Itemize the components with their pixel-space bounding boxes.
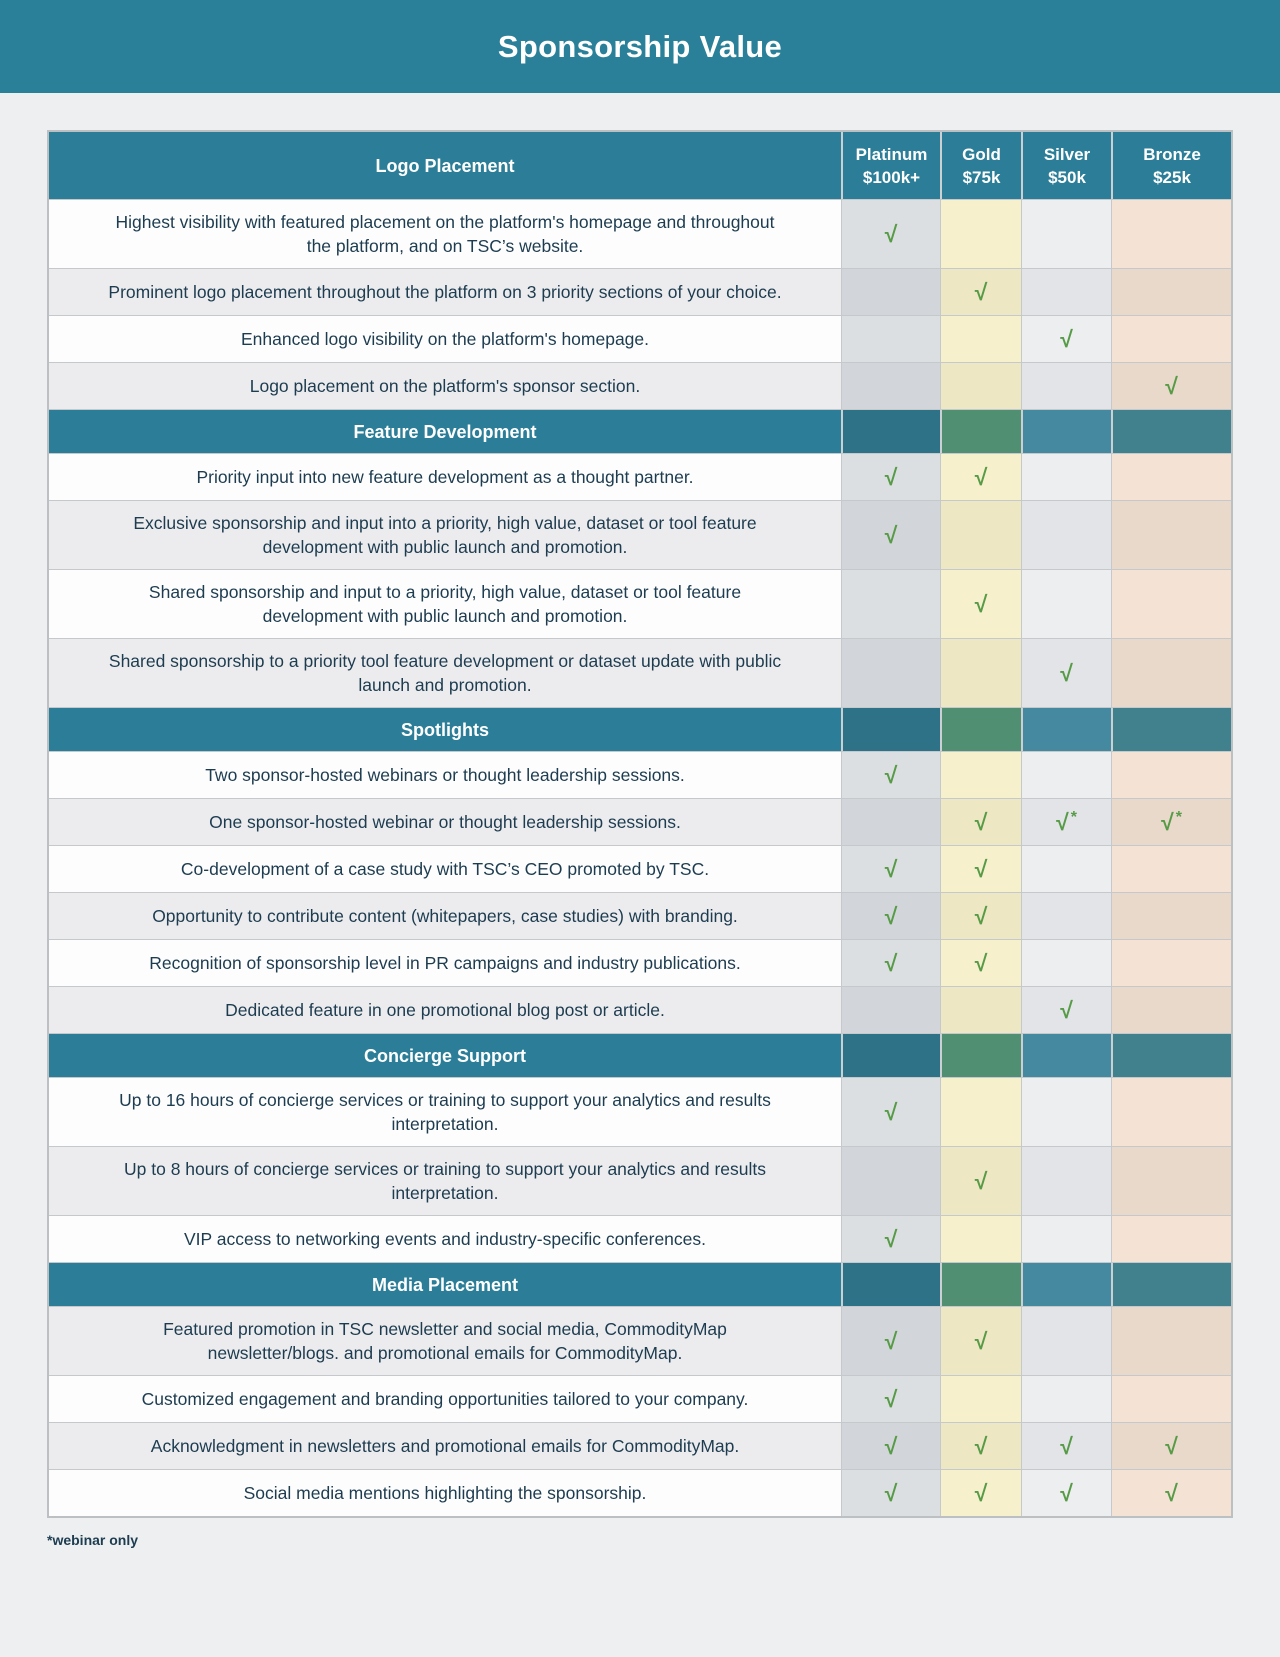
check-icon: √: [974, 902, 988, 929]
row-label: Acknowledgment in newsletters and promotional emails for CommodityMap.: [150, 1436, 740, 1456]
cell-platinum: [841, 1078, 940, 1146]
band-cell-bronze: [1111, 410, 1231, 453]
check-icon: √: [974, 1167, 988, 1194]
cell-platinum: [841, 1147, 940, 1215]
row-label: Two sponsor-hosted webinars or thought leadership sessions.: [205, 765, 685, 785]
row-label: Logo placement on the platform's sponsor section.: [249, 376, 641, 396]
cell-gold: [940, 200, 1021, 268]
table-row: [49, 638, 1231, 707]
row-label: Co-development of a case study with TSC’s CEO promoted by TSC.: [180, 859, 710, 879]
cell-bronze: [1111, 799, 1231, 845]
page-content: [0, 130, 1280, 1548]
cell-gold: [940, 1216, 1021, 1262]
cell-platinum: [841, 1470, 940, 1516]
band-cell-bronze: [1111, 1034, 1231, 1077]
check-icon: √: [974, 463, 988, 490]
check-icon: √: [1060, 1432, 1073, 1459]
check-icon: √: [884, 521, 898, 548]
cell-platinum: [841, 1216, 940, 1262]
cell-platinum: [841, 363, 940, 409]
table-row: [49, 1469, 1231, 1516]
band-cell-gold: [940, 708, 1021, 751]
check-icon: √: [1161, 808, 1174, 835]
row-label: Dedicated feature in one promotional blog post or article.: [225, 1000, 665, 1020]
cell-silver: [1021, 846, 1111, 892]
check-icon: √: [1165, 1432, 1178, 1459]
cell-bronze: [1111, 1470, 1231, 1516]
check-icon: √: [1165, 1479, 1178, 1506]
section-label: Media Placement: [49, 1263, 841, 1306]
check-icon: √: [884, 220, 898, 247]
row-label: Highest visibility with featured placement on the platform's homepage and throughout the platform, and on TSC’s website.: [115, 212, 775, 256]
check-icon: √: [1060, 659, 1073, 686]
cell-platinum: [841, 893, 940, 939]
tier-price: $50k: [1048, 167, 1086, 187]
check-icon: √: [884, 1225, 898, 1252]
tier-price: $100k+: [862, 167, 921, 187]
cell-gold: [940, 501, 1021, 569]
check-icon: √: [974, 590, 988, 617]
cell-gold: [940, 454, 1021, 500]
cell-gold: [940, 1147, 1021, 1215]
row-label: Customized engagement and branding opportunities tailored to your company.: [141, 1389, 749, 1409]
band-cell-silver: [1021, 1263, 1111, 1306]
cell-bronze: [1111, 501, 1231, 569]
table-row: [49, 199, 1231, 268]
check-icon: √: [884, 463, 898, 490]
cell-bronze: [1111, 316, 1231, 362]
table-row: [49, 362, 1231, 409]
check-icon: √: [1060, 1479, 1073, 1506]
cell-platinum: [841, 269, 940, 315]
table-row: [49, 1146, 1231, 1215]
cell-silver: [1021, 799, 1111, 845]
row-label: One sponsor-hosted webinar or thought leadership sessions.: [209, 812, 681, 832]
cell-silver: [1021, 1470, 1111, 1516]
cell-bronze: [1111, 846, 1231, 892]
table-row: [49, 569, 1231, 638]
check-icon: √: [884, 1327, 898, 1354]
cell-bronze: [1111, 1423, 1231, 1469]
row-label: Shared sponsorship to a priority tool feature development or dataset update with public launch and promotion.: [108, 651, 782, 695]
cell-bronze: [1111, 1307, 1231, 1375]
cell-silver: [1021, 501, 1111, 569]
cell-gold: [940, 1423, 1021, 1469]
cell-gold: [940, 1078, 1021, 1146]
section-label: Feature Development: [49, 410, 841, 453]
webinar-only-asterisk: *: [1175, 809, 1182, 826]
cell-silver: [1021, 1307, 1111, 1375]
check-icon: √: [974, 1479, 988, 1506]
cell-gold: [940, 1307, 1021, 1375]
check-icon: √: [974, 278, 988, 305]
check-icon: √: [884, 761, 898, 788]
row-label: Recognition of sponsorship level in PR campaigns and industry publications.: [149, 953, 741, 973]
table-row: [49, 986, 1231, 1033]
cell-bronze: [1111, 200, 1231, 268]
tier-name: Silver: [1043, 144, 1091, 164]
footnote: *webinar only: [47, 1532, 139, 1548]
check-icon: √: [884, 1479, 898, 1506]
cell-silver: [1021, 940, 1111, 986]
cell-silver: [1021, 363, 1111, 409]
cell-gold: [940, 799, 1021, 845]
cell-bronze: [1111, 454, 1231, 500]
table-row: [49, 1077, 1231, 1146]
band-cell-platinum: [841, 1263, 940, 1306]
table-row: [49, 845, 1231, 892]
check-icon: √: [974, 949, 988, 976]
cell-bronze: [1111, 752, 1231, 798]
cell-bronze: [1111, 893, 1231, 939]
cell-platinum: [841, 454, 940, 500]
band-cell-silver: [1021, 410, 1111, 453]
band-cell-platinum: [841, 708, 940, 751]
table-row: [49, 268, 1231, 315]
check-icon: √: [884, 1385, 898, 1412]
band-cell-gold: [940, 1263, 1021, 1306]
check-icon: √: [884, 902, 898, 929]
cell-silver: [1021, 1216, 1111, 1262]
tier-price: $25k: [1153, 167, 1191, 187]
cell-silver: [1021, 454, 1111, 500]
tier-header-gold: [940, 132, 1021, 199]
check-icon: √: [1056, 808, 1069, 835]
cell-platinum: [841, 752, 940, 798]
band-cell-bronze: [1111, 1263, 1231, 1306]
cell-gold: [940, 987, 1021, 1033]
cell-bronze: [1111, 987, 1231, 1033]
cell-gold: [940, 316, 1021, 362]
cell-platinum: [841, 1423, 940, 1469]
table-row: [49, 1306, 1231, 1375]
table-row: [49, 798, 1231, 845]
cell-gold: [940, 363, 1021, 409]
table-row: [49, 939, 1231, 986]
cell-platinum: [841, 1376, 940, 1422]
cell-gold: [940, 1376, 1021, 1422]
section-header-label: Logo Placement: [49, 132, 841, 199]
cell-platinum: [841, 846, 940, 892]
cell-gold: [940, 752, 1021, 798]
tier-name: Gold: [962, 144, 1001, 164]
band-cell-silver: [1021, 708, 1111, 751]
band-cell-silver: [1021, 1034, 1111, 1077]
section-label: Concierge Support: [49, 1034, 841, 1077]
page-title: Sponsorship Value: [497, 28, 783, 64]
cell-platinum: [841, 200, 940, 268]
cell-silver: [1021, 1376, 1111, 1422]
check-icon: √: [974, 1327, 988, 1354]
section-band: [49, 1033, 1231, 1077]
check-icon: √: [884, 1098, 898, 1125]
table-row: [49, 751, 1231, 798]
cell-gold: [940, 893, 1021, 939]
cell-platinum: [841, 987, 940, 1033]
cell-silver: [1021, 570, 1111, 638]
tier-header-silver: [1021, 132, 1111, 199]
table-row: [49, 1422, 1231, 1469]
row-label: Prominent logo placement throughout the platform on 3 priority sections of your choice.: [108, 282, 782, 302]
row-label: Featured promotion in TSC newsletter and social media, CommodityMap newsletter/blogs. and promotional emails for CommodityMap.: [163, 1319, 727, 1363]
cell-gold: [940, 639, 1021, 707]
check-icon: √: [974, 1432, 988, 1459]
band-cell-platinum: [841, 410, 940, 453]
cell-platinum: [841, 316, 940, 362]
band-cell-bronze: [1111, 708, 1231, 751]
table-row: [49, 1375, 1231, 1422]
band-cell-gold: [940, 1034, 1021, 1077]
tier-header-bronze: [1111, 132, 1231, 199]
check-icon: √: [884, 1432, 898, 1459]
row-label: VIP access to networking events and industry-specific conferences.: [183, 1229, 707, 1249]
cell-platinum: [841, 940, 940, 986]
check-icon: √: [1060, 325, 1073, 352]
row-label: Priority input into new feature development as a thought partner.: [196, 467, 694, 487]
table-row: [49, 453, 1231, 500]
cell-platinum: [841, 639, 940, 707]
check-icon: √: [884, 949, 898, 976]
cell-silver: [1021, 200, 1111, 268]
cell-bronze: [1111, 1216, 1231, 1262]
tier-header-platinum: [841, 132, 940, 199]
cell-silver: [1021, 316, 1111, 362]
check-icon: √: [974, 855, 988, 882]
row-label: Opportunity to contribute content (whitepapers, case studies) with branding.: [152, 906, 738, 926]
cell-platinum: [841, 570, 940, 638]
check-icon: √: [974, 808, 988, 835]
cell-gold: [940, 846, 1021, 892]
cell-bronze: [1111, 363, 1231, 409]
section-band: [49, 707, 1231, 751]
cell-gold: [940, 940, 1021, 986]
section-label: Spotlights: [49, 708, 841, 751]
row-label: Enhanced logo visibility on the platform's homepage.: [240, 329, 650, 349]
cell-silver: [1021, 1423, 1111, 1469]
tier-name: Platinum: [855, 144, 928, 164]
cell-bronze: [1111, 1147, 1231, 1215]
band-cell-platinum: [841, 1034, 940, 1077]
check-icon: √: [884, 855, 898, 882]
cell-silver: [1021, 893, 1111, 939]
webinar-only-asterisk: *: [1070, 809, 1077, 826]
row-label: Shared sponsorship and input to a priority, high value, dataset or tool feature development with public launch and promotion.: [148, 582, 742, 626]
cell-bronze: [1111, 639, 1231, 707]
row-label: Social media mentions highlighting the sponsorship.: [243, 1483, 647, 1503]
cell-silver: [1021, 1078, 1111, 1146]
cell-platinum: [841, 799, 940, 845]
table-row: [49, 315, 1231, 362]
cell-bronze: [1111, 940, 1231, 986]
tier-price: $75k: [962, 167, 1001, 187]
table-row: [49, 892, 1231, 939]
section-band: [49, 409, 1231, 453]
title-banner: [0, 0, 1280, 93]
cell-gold: [940, 269, 1021, 315]
cell-silver: [1021, 987, 1111, 1033]
section-band: [49, 1262, 1231, 1306]
cell-silver: [1021, 269, 1111, 315]
sponsorship-table: [47, 130, 1233, 1518]
tier-name: Bronze: [1143, 144, 1201, 164]
cell-bronze: [1111, 1078, 1231, 1146]
table-row: [49, 500, 1231, 569]
cell-bronze: [1111, 1376, 1231, 1422]
cell-platinum: [841, 1307, 940, 1375]
row-label: Exclusive sponsorship and input into a priority, high value, dataset or tool feature development with public launch and promotion.: [133, 513, 757, 557]
table-row: [49, 1215, 1231, 1262]
cell-silver: [1021, 752, 1111, 798]
cell-gold: [940, 570, 1021, 638]
check-icon: √: [1060, 996, 1073, 1023]
cell-silver: [1021, 1147, 1111, 1215]
table-header-row: [49, 132, 1231, 199]
row-label: Up to 8 hours of concierge services or training to support your analytics and results interpretation.: [124, 1159, 766, 1203]
band-cell-gold: [940, 410, 1021, 453]
cell-bronze: [1111, 269, 1231, 315]
row-label: Up to 16 hours of concierge services or training to support your analytics and results interpretation.: [119, 1090, 771, 1134]
cell-platinum: [841, 501, 940, 569]
cell-gold: [940, 1470, 1021, 1516]
cell-bronze: [1111, 570, 1231, 638]
cell-silver: [1021, 639, 1111, 707]
check-icon: √: [1165, 372, 1178, 399]
